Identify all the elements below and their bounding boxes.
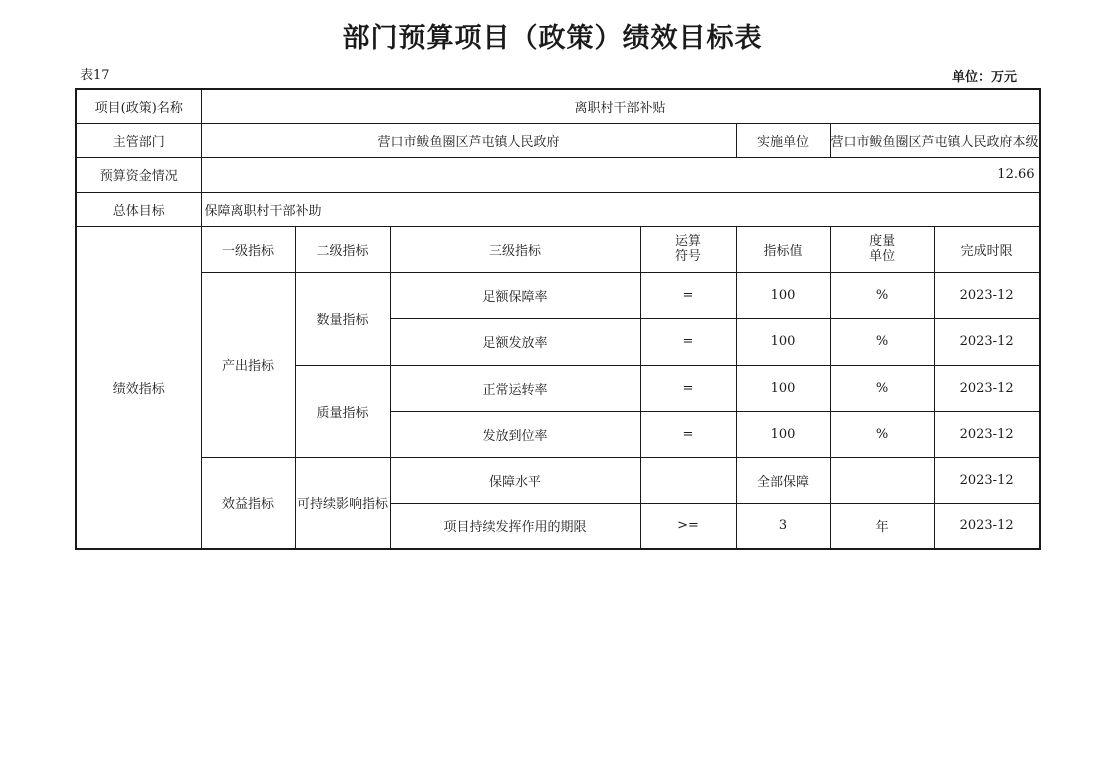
header-level2: 二级指标: [295, 226, 390, 272]
page-title: 部门预算项目（政策）绩效目标表: [342, 23, 763, 54]
indicator-unit: [830, 457, 934, 503]
indicator-deadline: 2023-12: [934, 457, 1039, 503]
table-row: [76, 457, 1040, 503]
project-name-label: 项目(政策)名称: [76, 89, 201, 123]
row-budget: [76, 157, 1040, 192]
indicator-name: 项目持续发挥作用的期限: [390, 503, 640, 549]
indicator-operator: =: [640, 272, 736, 318]
performance-table: [75, 88, 1041, 550]
indicator-operator: >=: [640, 503, 736, 549]
header-value: 指标值: [736, 226, 830, 272]
header-operator: [640, 226, 736, 272]
indicator-unit: %: [830, 272, 934, 318]
indicator-name: 足额发放率: [390, 318, 640, 365]
indicator-deadline: 2023-12: [934, 365, 1039, 411]
indicator-deadline: 2023-12: [934, 411, 1039, 457]
project-name-value: 离职村干部补贴: [201, 89, 1040, 123]
indicator-value: 100: [736, 411, 830, 457]
header-unit: [830, 226, 934, 272]
header-deadline: 完成时限: [934, 226, 1039, 272]
row-goal: [76, 192, 1040, 226]
indicator-name: 正常运转率: [390, 365, 640, 411]
indicator-value: 全部保障: [736, 457, 830, 503]
dept-value: 营口市鲅鱼圈区芦屯镇人民政府: [201, 123, 736, 157]
indicator-value: 100: [736, 318, 830, 365]
indicator-operator: =: [640, 318, 736, 365]
indicator-operator: =: [640, 411, 736, 457]
indicator-header-row: [76, 226, 1040, 272]
dept-label: 主管部门: [76, 123, 201, 157]
header-unit-line1: 度量: [869, 234, 896, 249]
header-level1: 一级指标: [201, 226, 295, 272]
impl-value: 营口市鲅鱼圈区芦屯镇人民政府本级: [830, 123, 1040, 157]
indicator-unit: %: [830, 318, 934, 365]
impl-label: 实施单位: [736, 123, 830, 157]
indicator-unit: %: [830, 365, 934, 411]
budget-value: 12.66: [201, 157, 1040, 192]
group-quality: 质量指标: [295, 365, 390, 457]
header-level3: 三级指标: [390, 226, 640, 272]
group-output: 产出指标: [201, 272, 295, 457]
row-department: [76, 123, 1040, 157]
row-project-name: [76, 89, 1040, 123]
indicator-deadline: 2023-12: [934, 272, 1039, 318]
indicator-deadline: 2023-12: [934, 318, 1039, 365]
performance-section-label: 绩效指标: [76, 226, 201, 549]
indicator-value: 100: [736, 365, 830, 411]
indicator-value: 3: [736, 503, 830, 549]
group-benefit: 效益指标: [201, 457, 295, 549]
group-sustain: 可持续影响指标: [295, 457, 390, 549]
table-number: 表17: [80, 68, 110, 83]
unit-label: 单位：万元: [952, 70, 1018, 85]
header-operator-line1: 运算: [674, 234, 701, 249]
indicator-value: 100: [736, 272, 830, 318]
budget-label: 预算资金情况: [76, 157, 201, 192]
indicator-name: 发放到位率: [390, 411, 640, 457]
group-quantity: 数量指标: [295, 272, 390, 365]
header-unit-line2: 单位: [869, 249, 896, 264]
goal-label: 总体目标: [76, 192, 201, 226]
header-operator-line2: 符号: [674, 249, 701, 264]
indicator-unit: %: [830, 411, 934, 457]
indicator-operator: =: [640, 365, 736, 411]
table-row: [76, 272, 1040, 318]
goal-value: 保障离职村干部补助: [201, 192, 1040, 226]
indicator-name: 保障水平: [390, 457, 640, 503]
indicator-deadline: 2023-12: [934, 503, 1039, 549]
indicator-operator: [640, 457, 736, 503]
indicator-unit: 年: [830, 503, 934, 549]
indicator-name: 足额保障率: [390, 272, 640, 318]
